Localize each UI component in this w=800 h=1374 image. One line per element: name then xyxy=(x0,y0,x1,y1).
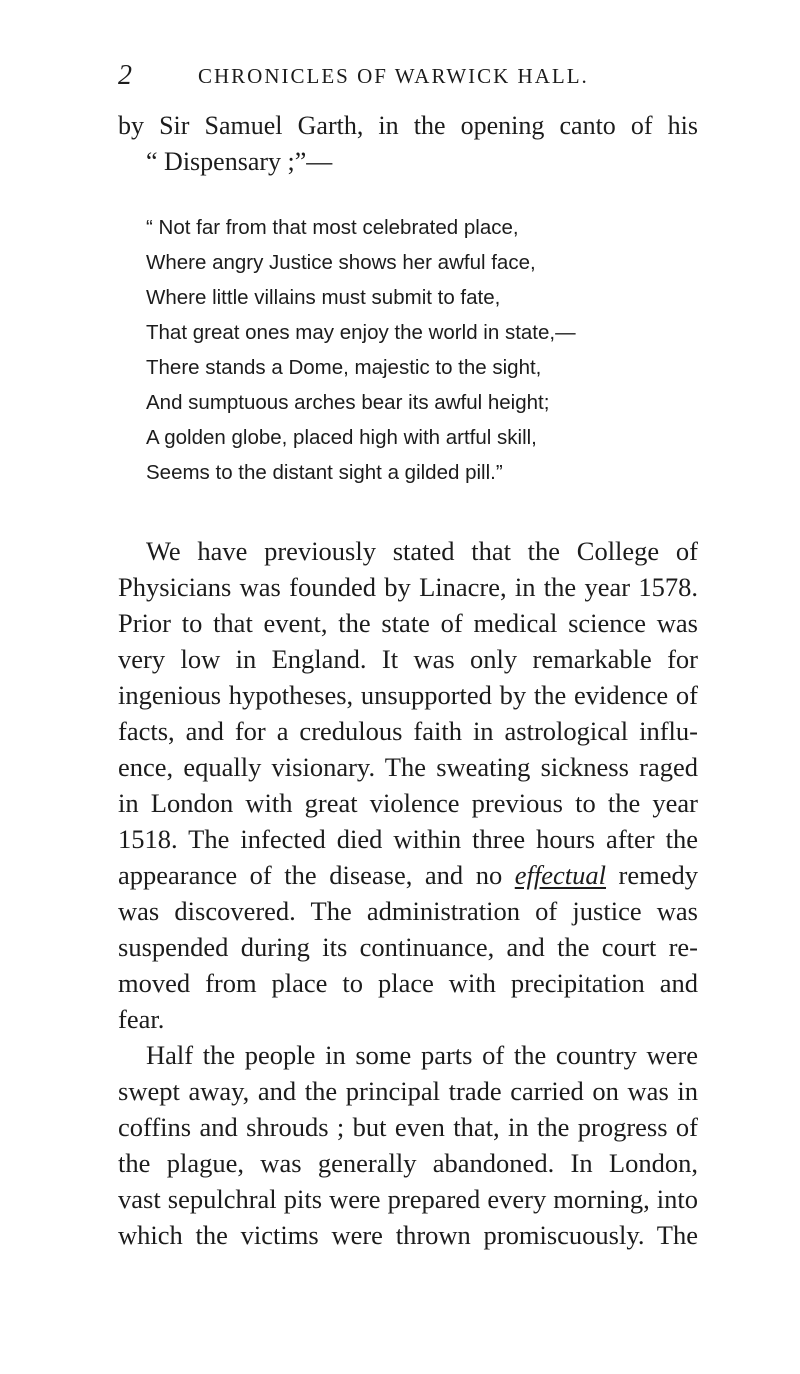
text-line: in London with great violence previous to the year xyxy=(118,788,698,818)
text-line: the plague, was generally abandoned. In London, xyxy=(118,1148,698,1178)
text-fragment: remedy xyxy=(618,860,699,890)
text-line: Half the people in some parts of the country were xyxy=(146,1040,698,1070)
poem-line: Seems to the distant sight a gilded pill.” xyxy=(146,461,503,484)
intro-text xyxy=(118,108,698,180)
paragraph xyxy=(118,533,698,1037)
text-line: We have previously stated that the College of xyxy=(146,536,698,566)
text-line: by Sir Samuel Garth, in the opening canto of his xyxy=(118,111,698,140)
text-line: coffins and shrouds ; but even that, in the progress of xyxy=(118,1112,698,1142)
text-line: moved from place to place with precipitation and xyxy=(118,968,698,998)
prose-text xyxy=(118,533,698,1253)
poem-line: “ Not far from that most celebrated place, xyxy=(146,216,519,239)
page-header xyxy=(118,60,718,100)
text-line: which the victims were thrown promiscuously. The xyxy=(118,1220,698,1250)
text-line: “ Dispensary ;”— xyxy=(146,147,333,176)
text-line: Physicians was founded by Linacre, in the year 1578. xyxy=(118,572,698,602)
emphasized-word: effectual xyxy=(514,860,606,890)
text-line: was discovered. The administration of justice was xyxy=(118,896,698,926)
poem-line: That great ones may enjoy the world in state,— xyxy=(146,321,576,344)
poem-line: Where angry Justice shows her awful face, xyxy=(146,251,536,274)
text-line: ingenious hypotheses, unsupported by the evidence of xyxy=(118,680,698,710)
text-line: vast sepulchral pits were prepared every morning, into xyxy=(118,1184,698,1214)
poem-line: A golden globe, placed high with artful skill, xyxy=(146,426,537,449)
paragraph xyxy=(118,1037,698,1253)
text-line: ence, equally visionary. The sweating sickness raged xyxy=(118,752,698,782)
text-line: 1518. The infected died within three hours after the xyxy=(118,824,698,854)
text-line: swept away, and the principal trade carried on was in xyxy=(118,1076,698,1106)
text-line: Prior to that event, the state of medical science was xyxy=(118,608,698,638)
poem-line: Where little villains must submit to fate, xyxy=(146,286,501,309)
text-line: fear. xyxy=(118,1004,165,1034)
poem-quotation xyxy=(146,210,706,490)
text-line: suspended during its continuance, and the court re- xyxy=(118,932,698,962)
running-head: CHRONICLES OF WARWICK HALL. xyxy=(198,64,589,88)
text-line: facts, and for a credulous faith in astrological influ- xyxy=(118,716,698,746)
poem-line: And sumptuous arches bear its awful height; xyxy=(146,391,550,414)
poem-line: There stands a Dome, majestic to the sight, xyxy=(146,356,542,379)
text-line: very low in England. It was only remarkable for xyxy=(118,644,698,674)
text-fragment: appearance of the disease, and no xyxy=(118,860,503,890)
text-line xyxy=(118,857,698,893)
page-number: 2 xyxy=(118,60,132,91)
